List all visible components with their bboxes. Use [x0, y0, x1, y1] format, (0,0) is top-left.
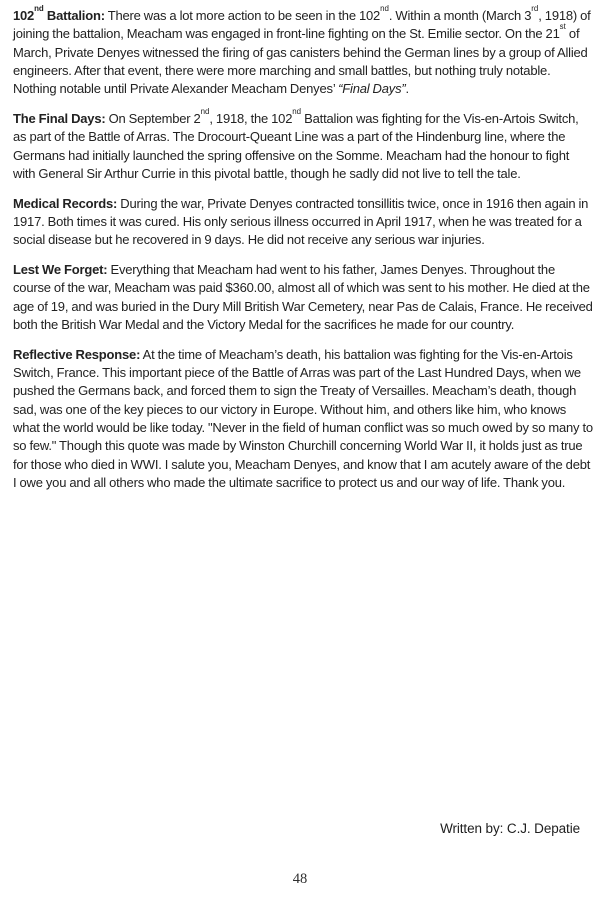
- run-italic: “Final Days”: [338, 81, 406, 97]
- run-text: There was a lot more action to be seen in the 102: [104, 8, 381, 23]
- run-text: , 1918) of joining the battalion, Meacham was engaged in front-line fighting on the St. Emilie sector. On the 21: [13, 8, 591, 42]
- run-superscript: nd: [380, 4, 389, 14]
- run-superscript: nd: [200, 107, 210, 117]
- run-text: .: [405, 81, 409, 97]
- run-text: . Within a month (March 3: [388, 8, 532, 23]
- paragraph-lest-we-forget: [13, 261, 593, 334]
- written-by-credit: Written by: C.J. Depatie: [440, 821, 580, 836]
- page-number: 48: [292, 871, 308, 887]
- run-bold: Reflective Response:: [13, 346, 141, 362]
- document-body: [13, 4, 593, 504]
- run-text: On September 2: [105, 110, 201, 126]
- run-bold: Battalion:: [43, 8, 105, 23]
- paragraph-reflective-response: [13, 346, 593, 492]
- run-text: At the time of Meacham’s death, his battalion was fighting for the Vis-en-Artois Switch, France. This important piece of the Battle of Arras was part of the Last Hundred Days, when we pushed the Germans back, and forced them to sign the Treaty of Versailles. Meacham’s death, though sad, was one of the key pieces to our victory in Europe. Without him, and others like him, who knows what the world would be like today. "Never in the field of human conflict was so much owed by so many to so few." Though this quote was made by Winston Churchill concerning World War II, it holds just as true for those who died in WWI. I salute you, Meacham Denyes, and know that I am acutely aware of the debt I owe you and all others who made the ultimate sacrifice to protect us and our way of life. Thank you.: [13, 346, 593, 490]
- run-text: , 1918, the 102: [209, 110, 293, 126]
- run-bold: Medical Records:: [13, 195, 118, 211]
- run-superscript: rd: [531, 4, 539, 14]
- run-superscript: st: [559, 22, 566, 32]
- run-bold: Lest We Forget:: [13, 262, 108, 278]
- run-superscript: nd: [292, 107, 302, 117]
- paragraph-medical-records: [13, 195, 593, 250]
- run-text: Battalion was fighting for the Vis-en-Artois Switch, as part of the Battle of Arras. The Drocourt-Queant Line was a part of the Hindenburg line, where the Germans had initially launched the spring offensive on the Somme. Meacham had the honour to fight with General Sir Arthur Currie in this pivotal battle, though he sadly did not live to tell the tale.: [13, 110, 579, 181]
- run-text: of March, Private Denyes witnessed the firing of gas canisters behind the German lines by a group of Allied engineers. After that event, there were more marching and small battles, but nothing truly notable. Nothing notable until Private Alexander Meacham Denyes’: [13, 26, 588, 97]
- run-text: During the war, Private Denyes contracted tonsillitis twice, once in 1916 then again in 1917. Both times it was cured. His only serious illness occurred in April 1917, when he was treated for a social disease but he recovered in 9 days. He did not receive any serious war injuries.: [13, 195, 589, 248]
- run-text: Everything that Meacham had went to his father, James Denyes. Throughout the course of the war, Meacham was paid $360.00, almost all of which was sent to his mother. He died at the age of 19, and was buried in the Dury Mill British War Cemetery, near Pas de Calais, France. He received both the British War Medal and the Victory Medal for the sacrifices he made for our country.: [13, 262, 593, 332]
- paragraph-the-final-days: [13, 107, 593, 183]
- run-superscript: nd: [34, 4, 44, 14]
- run-bold: The Final Days:: [13, 110, 106, 126]
- run-bold: 102: [13, 8, 35, 23]
- paragraph-battalion-102: [13, 4, 593, 98]
